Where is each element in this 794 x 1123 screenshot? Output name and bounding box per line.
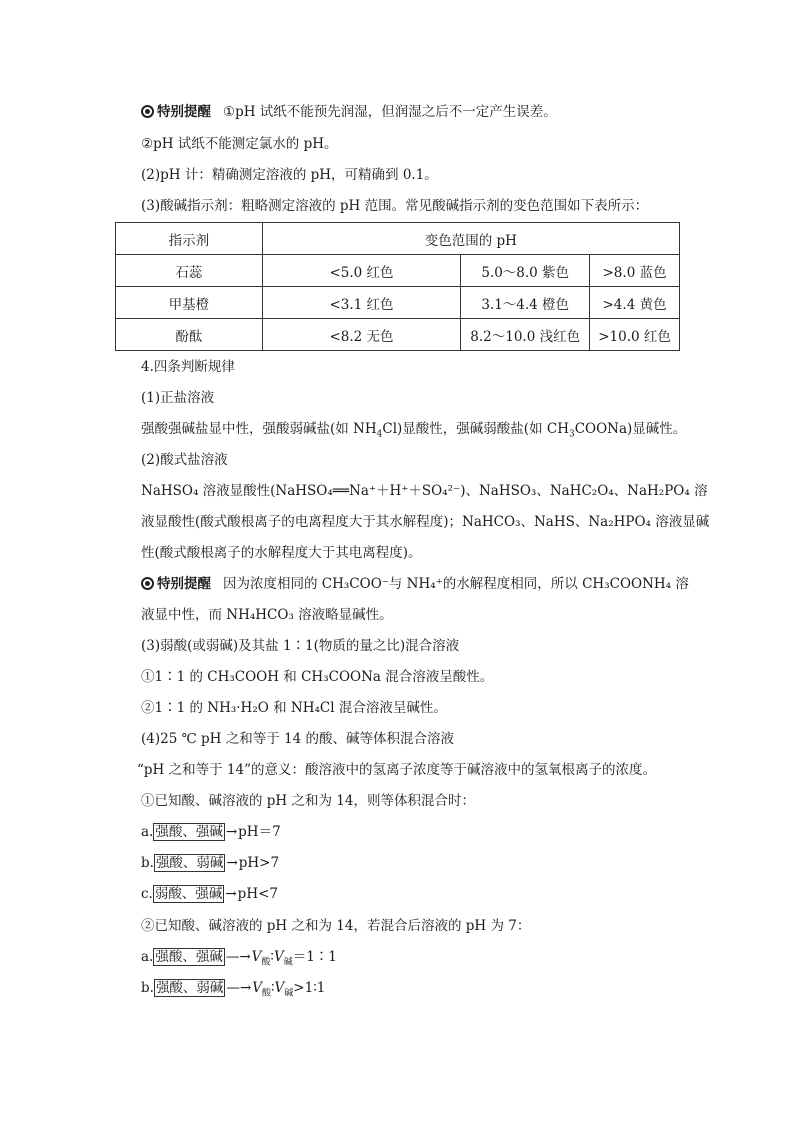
case-box: 强酸、弱碱 [155,980,224,996]
case-box: 强酸、强碱 [155,949,223,965]
table-row [116,287,680,319]
case2-item-b: b. 强酸、弱碱 $—\to V_酸∶V_碱>1∶1$ [141,980,326,999]
case1-item-a: a. 强酸、强碱 →pH＝7 [141,824,281,840]
s4-case1-title: ①已知酸、碱溶液的 pH 之和为 14，则等体积混合时： [141,793,475,809]
tip-icon [141,577,154,590]
s2-line2: 液显酸性(酸式酸根离子的电离程度大于其水解程度)；NaHCO₃、NaHS、Na₂HPO₄ 溶液显碱 [141,514,710,530]
case2-item-a: a. 强酸、强碱 $—\to V_酸∶V_碱=1∶1$ [141,949,337,968]
ph-paper-line: ②pH 试纸不能测定氯水的 pH。 [141,136,338,152]
table-header-row [116,223,680,255]
case1-item-b: b. 强酸、弱碱 →pH>7 [141,855,280,871]
tip2-text: 因为浓度相同的 CH₃COO⁻与 NH₄⁺的水解程度相同，所以 CH₃COONH₄ 溶 [223,576,689,592]
tip2-label: 特别提醒 [157,576,211,592]
s4-case2-title: ②已知酸、碱溶液的 pH 之和为 14，若混合后溶液的 pH 为 7： [141,918,531,934]
tip2-text2: 液显中性，而 NH₄HCO₃ 溶液略显碱性。 [141,607,393,623]
s3-line2: ②1∶1 的 NH₃·H₂O 和 NH₄Cl 混合溶液呈碱性。 [141,700,447,716]
arrow-icon: —→ [226,980,252,996]
table-cell: 3.1～4.4 橙色 [461,287,590,319]
s3-title: (3)弱酸(或弱碱)及其盐 1∶1(物质的量之比)混合溶液 [141,638,460,654]
tip2-line [141,575,689,593]
s4-meaning: “pH 之和等于 14”的意义：酸溶液中的氢离子浓度等于碱溶液中的氢氧根离子的浓度。 [137,762,656,778]
tip1-text: ①pH 试纸不能预先润湿，但润湿之后不一定产生误差。 [223,104,557,120]
arrow-icon: → [225,886,237,902]
case-box: 强酸、弱碱 [155,855,224,871]
tip1-label: 特别提醒 [157,104,211,120]
table-cell: >10.0 红色 [590,319,680,351]
table-cell: >4.4 黄色 [590,287,680,319]
s1-text: 强酸强碱盐显中性，强酸弱碱盐(如 $NH_4Cl$)显酸性，强碱弱酸盐(如 $CH_3COONa$)显碱性。 [141,421,687,440]
case1-item-c: c. 弱酸、强碱 →pH<7 [141,886,278,902]
case-box: 弱酸、强碱 [154,886,223,902]
s4-title: (4)25 ℃ pH 之和等于 14 的酸、碱等体积混合溶液 [141,731,454,747]
table-cell: <5.0 红色 [262,255,461,287]
table-row [116,255,680,287]
s1-text-b: Cl)显酸性，强碱弱酸盐(如 CH [382,421,569,437]
indicator-line: (3)酸碱指示剂：粗略测定溶液的 pH 范围。常见酸碱指示剂的变色范围如下表所示： [141,198,649,214]
arrow-icon: —→ [225,949,251,965]
table-header-cell: 变色范围的 pH [262,223,679,255]
table-cell: 酚酞 [116,319,263,351]
tip1-line [141,103,557,121]
table-cell: 石蕊 [116,255,263,287]
s1-text-c: COONa)显碱性。 [574,421,687,437]
section4-title: 4.四条判断规律 [141,359,235,375]
arrow-icon: → [226,855,238,871]
case-box: 强酸、强碱 [155,824,223,840]
table-cell: 5.0～8.0 紫色 [461,255,590,287]
ph-meter-line: (2)pH 计：精确测定溶液的 pH，可精确到 0.1。 [141,167,438,183]
table-row [116,319,680,351]
table-cell: <3.1 红色 [262,287,461,319]
arrow-icon: → [225,824,238,840]
table-header-cell: 指示剂 [116,223,263,255]
s1-title: (1)正盐溶液 [141,390,215,406]
table-cell: >8.0 蓝色 [590,255,680,287]
s2-title: (2)酸式盐溶液 [141,452,228,468]
table-cell: 甲基橙 [116,287,263,319]
s1-text-a: 强酸强碱盐显中性，强酸弱碱盐(如 NH [141,421,377,437]
indicator-table [115,222,680,351]
s3-line1: ①1∶1 的 CH₃COOH 和 CH₃COONa 混合溶液呈酸性。 [141,669,494,685]
s2-line1: NaHSO₄ 溶液显酸性(NaHSO₄══Na⁺＋H⁺＋SO₄²⁻)、NaHSO₃、NaHC₂O₄、NaH₂PO₄ 溶 [141,483,708,499]
table-cell: <8.2 无色 [262,319,461,351]
table-cell: 8.2～10.0 浅红色 [461,319,590,351]
s2-line3: 性(酸式酸根离子的水解程度大于其电离程度)。 [141,545,422,561]
tip-icon [141,105,154,118]
